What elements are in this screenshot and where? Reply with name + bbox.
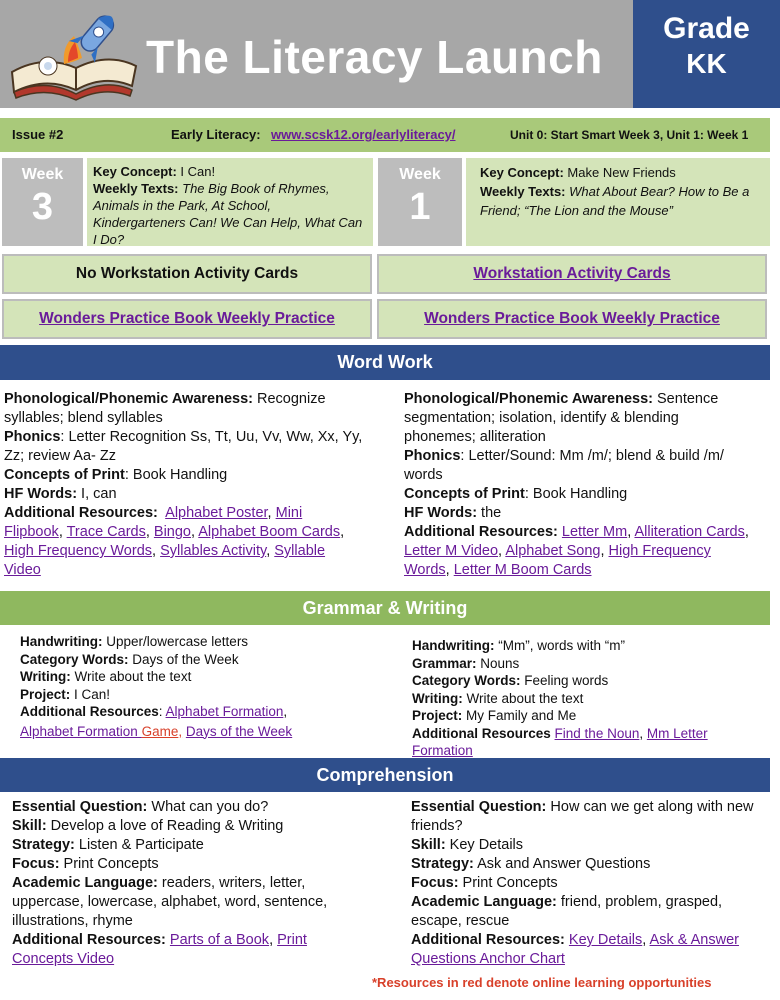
resource-link[interactable]: High Frequency Words bbox=[4, 543, 153, 559]
phonics-label: Phonics bbox=[4, 429, 61, 445]
grammar-text: Nouns bbox=[476, 655, 520, 671]
handwriting-text: “Mm”, words with “m” bbox=[494, 638, 625, 653]
hf-label: HF Words: bbox=[404, 505, 478, 521]
issue-number: Issue #2 bbox=[12, 127, 64, 142]
week-1-concept bbox=[466, 158, 770, 246]
resources-label: Additional Resources: bbox=[404, 524, 558, 540]
handwriting-text: Upper/lowercase letters bbox=[102, 634, 249, 649]
handwriting-label: Handwriting: bbox=[412, 638, 495, 653]
hf-text: the bbox=[477, 505, 502, 521]
grammar-left: Handwriting: Upper/lowercase letters Category Words: Days of the Week Writing: Write about the text Project: I Can! Additional Resources: Alphabet Formation, Alphabet Formation Game, Days of the Week bbox=[20, 634, 293, 739]
skill-label: Skill: bbox=[12, 818, 47, 834]
unit-info: Unit 0: Start Smart Week 3, Unit 1: Week 1 bbox=[510, 128, 749, 142]
resource-link-online[interactable]: Game bbox=[141, 723, 179, 739]
writing-text: Write about the text bbox=[462, 690, 584, 706]
resource-link[interactable]: Mm Letter Formation bbox=[412, 725, 708, 758]
pa-text: Sentence segmentation; isolation, identify & blending phonemes; alliteration bbox=[404, 391, 719, 445]
category-text: Feeling words bbox=[520, 673, 609, 688]
focus-text: Print Concepts bbox=[59, 856, 159, 872]
skill-label: Skill: bbox=[411, 837, 446, 853]
phonics-text: : Letter Recognition Ss, Tt, Uu, Vv, Ww, Xx, Yy, Zz; review Aa- Zz bbox=[4, 429, 363, 464]
strategy-label: Strategy: bbox=[12, 837, 75, 853]
resource-link[interactable]: Trace Cards bbox=[66, 524, 146, 540]
word-work-header: Word Work bbox=[0, 345, 770, 380]
grammar-right: Handwriting: “Mm”, words with “m” Grammar: Nouns Category Words: Feeling words Writing: Write about the text Project: My Family and Me Additional Resources Find the Noun, Mm Letter Formation bbox=[412, 638, 708, 758]
separator: , bbox=[178, 723, 183, 739]
resource-link[interactable]: Ask & Answer Questions Anchor Chart bbox=[411, 932, 739, 967]
pa-label: Phonological/Phonemic Awareness: bbox=[4, 391, 253, 407]
week-1-box bbox=[378, 158, 462, 246]
comprehension-left: Essential Question: What can you do? Skill: Develop a love of Reading & Writing Strategy: Listen & Participate Focus: Print Concepts Academic Language: readers, writers, letter, uppercase, lowercase, alphabet, word, sentence, illustrations, rhyme Additional Resources: Parts of a Book, Print Concepts Video bbox=[12, 799, 328, 967]
cop-text: : Book Handling bbox=[124, 467, 228, 483]
comprehension-right: Essential Question: How can we get along with new friends? Skill: Key Details Strategy: Ask and Answer Questions Focus: Print Concepts Academic Language: friend, problem, grasped, escape, rescue Additional Resources: Key Details, Ask & Answer Questions Anchor Chart bbox=[411, 799, 754, 967]
resources-label: Additional Resources bbox=[412, 725, 551, 741]
issue-bar bbox=[0, 118, 770, 152]
phonics-text: : Letter/Sound: Mm /m/; blend & build /m/ words bbox=[404, 448, 724, 483]
key-concept: I Can! bbox=[180, 164, 216, 179]
grammar-label: Grammar: bbox=[412, 655, 477, 671]
project-label: Project: bbox=[20, 686, 71, 702]
writing-text: Write about the text bbox=[70, 669, 192, 684]
project-label: Project: bbox=[412, 708, 463, 723]
early-literacy-link[interactable]: www.scsk12.org/earlyliteracy/ bbox=[271, 127, 456, 142]
pa-label: Phonological/Phonemic Awareness: bbox=[404, 391, 653, 407]
resource-link[interactable]: High Frequency Words bbox=[404, 543, 711, 578]
hf-label: HF Words: bbox=[4, 486, 78, 502]
early-literacy-label: Early Literacy: bbox=[171, 127, 261, 142]
resource-link[interactable]: Alliteration Cards bbox=[634, 524, 745, 540]
rocket-book-logo-icon bbox=[4, 6, 144, 106]
phonics-label: Phonics bbox=[404, 448, 461, 464]
resource-link[interactable]: Alphabet Formation bbox=[165, 704, 284, 719]
resource-link[interactable]: Alphabet Poster bbox=[165, 505, 268, 521]
workstation-cards-link[interactable] bbox=[377, 254, 767, 294]
essential-question-text: How can we get along with new friends? bbox=[411, 799, 754, 834]
grade-value: KK bbox=[686, 48, 727, 79]
newsletter-title: The Literacy Launch bbox=[146, 31, 603, 83]
resource-link[interactable]: Alphabet Song bbox=[505, 543, 601, 559]
weekly-texts: What About Bear? How to Be a Friend; “The Lion and the Mouse” bbox=[480, 184, 750, 218]
category-text: Days of the Week bbox=[128, 651, 239, 667]
cop-label: Concepts of Print bbox=[404, 486, 525, 502]
focus-label: Focus: bbox=[411, 875, 459, 891]
resource-link[interactable]: Letter M Boom Cards bbox=[453, 562, 592, 578]
project-text: My Family and Me bbox=[462, 708, 577, 723]
handwriting-label: Handwriting: bbox=[20, 634, 103, 649]
strategy-text: Ask and Answer Questions bbox=[473, 856, 651, 872]
focus-label: Focus: bbox=[12, 856, 60, 872]
week-3-box bbox=[2, 158, 83, 246]
week-3-concept bbox=[87, 158, 373, 246]
comprehension-header: Comprehension bbox=[0, 758, 770, 792]
skill-text: Key Details bbox=[445, 837, 524, 853]
wonders-practice-left-link[interactable] bbox=[2, 299, 372, 339]
hf-text: I, can bbox=[77, 486, 117, 502]
essential-question-label: Essential Question: bbox=[411, 799, 547, 815]
resource-link[interactable]: Mini Flipbook bbox=[4, 505, 303, 540]
pa-text: Recognize syllables; blend syllables bbox=[4, 391, 326, 426]
resource-link[interactable]: Syllable Video bbox=[4, 543, 326, 578]
resources-label: Additional Resources: bbox=[12, 932, 166, 948]
workstation-cards-label[interactable]: Workstation Activity Cards bbox=[473, 265, 671, 282]
academic-language-text: friend, problem, grasped, escape, rescue bbox=[411, 894, 723, 929]
category-label: Category Words: bbox=[412, 673, 521, 688]
wonders-practice-right-link[interactable] bbox=[377, 299, 767, 339]
resource-link[interactable]: Key Details bbox=[568, 932, 643, 948]
key-concept: Make New Friends bbox=[567, 165, 676, 180]
project-text: I Can! bbox=[70, 686, 111, 702]
resource-link[interactable]: Alphabet Formation bbox=[20, 723, 142, 739]
skill-text: Develop a love of Reading & Writing bbox=[46, 818, 284, 834]
wonders-practice-right-label[interactable]: Wonders Practice Book Weekly Practice bbox=[424, 310, 720, 327]
academic-language-text: readers, writers, letter, uppercase, lowercase, alphabet, word, sentence, illustrations, rhyme bbox=[12, 875, 328, 929]
weekly-texts: The Big Book of Rhymes, Animals in the Park, At School, Kindergarteners Can! We Can Help, What Can I Do? bbox=[93, 181, 363, 247]
writing-label: Writing: bbox=[412, 690, 463, 706]
grammar-writing-header: Grammar & Writing bbox=[0, 591, 770, 625]
key-concept-label: Key Concept: bbox=[480, 165, 564, 180]
category-label: Category Words: bbox=[20, 651, 129, 667]
wonders-practice-left-label[interactable]: Wonders Practice Book Weekly Practice bbox=[39, 310, 335, 327]
word-work-left: Phonological/Phonemic Awareness: Recognize syllables; blend syllables Phonics: Letter Recognition Ss, Tt, Uu, Vv, Ww, Xx, Yy, Zz; review Aa- Zz Concepts of Print: Book Handling HF Words: I, can Additional Resources: Alphabet Poster, Mini Flipbook, Trace Cards, Bingo, Alphabet Boom Cards, High Frequency Words, Syllables Activity, Syllable Video bbox=[4, 391, 363, 578]
cop-label: Concepts of Print bbox=[4, 467, 125, 483]
resource-link[interactable]: Parts of a Book bbox=[169, 932, 270, 948]
online-resources-footnote: *Resources in red denote online learning opportunities bbox=[372, 975, 712, 990]
resource-link[interactable]: Bingo bbox=[153, 524, 191, 540]
resource-link[interactable]: Find the Noun bbox=[554, 725, 640, 741]
strategy-label: Strategy: bbox=[411, 856, 474, 872]
weekly-texts-label: Weekly Texts: bbox=[480, 184, 566, 199]
essential-question-label: Essential Question: bbox=[12, 799, 148, 815]
academic-language-label: Academic Language: bbox=[12, 875, 158, 891]
week-number: 1 bbox=[409, 186, 431, 228]
resource-link[interactable]: Alphabet Boom Cards bbox=[198, 524, 341, 540]
grade-label: Grade bbox=[663, 12, 750, 45]
resources-label: Additional Resources: bbox=[411, 932, 565, 948]
academic-language-label: Academic Language: bbox=[411, 894, 557, 910]
resource-link[interactable]: Days of the Week bbox=[185, 723, 293, 739]
no-workstation-cards: No Workstation Activity Cards bbox=[2, 254, 372, 294]
word-work-right: Phonological/Phonemic Awareness: Sentence segmentation; isolation, identify & blending phonemes; alliteration Phonics: Letter/Sound: Mm /m/; blend & build /m/ words Concepts of Print: Book Handling HF Words: the Additional Resources: Letter Mm, Alliteration Cards, Letter M Video, Alphabet Song, High Frequency Words, Letter M Boom Cards bbox=[404, 391, 749, 578]
grade-box bbox=[633, 0, 780, 108]
resource-link[interactable]: Letter Mm bbox=[561, 524, 628, 540]
resources-label: Additional Resources bbox=[20, 704, 159, 719]
writing-label: Writing: bbox=[20, 669, 71, 684]
cop-text: : Book Handling bbox=[524, 486, 628, 502]
weekly-texts-label: Weekly Texts: bbox=[93, 181, 179, 196]
week-label: Week bbox=[21, 166, 64, 183]
resource-link[interactable]: Letter M Video bbox=[404, 543, 499, 559]
week-number: 3 bbox=[31, 186, 54, 228]
resource-link[interactable]: Syllables Activity bbox=[160, 543, 267, 559]
week-label: Week bbox=[399, 166, 441, 183]
essential-question-text: What can you do? bbox=[147, 799, 269, 815]
resources-label: Additional Resources: bbox=[4, 505, 158, 521]
strategy-text: Listen & Participate bbox=[74, 837, 204, 853]
key-concept-label: Key Concept: bbox=[93, 164, 177, 179]
resource-link[interactable]: Print Concepts Video bbox=[12, 932, 307, 967]
focus-text: Print Concepts bbox=[458, 875, 558, 891]
